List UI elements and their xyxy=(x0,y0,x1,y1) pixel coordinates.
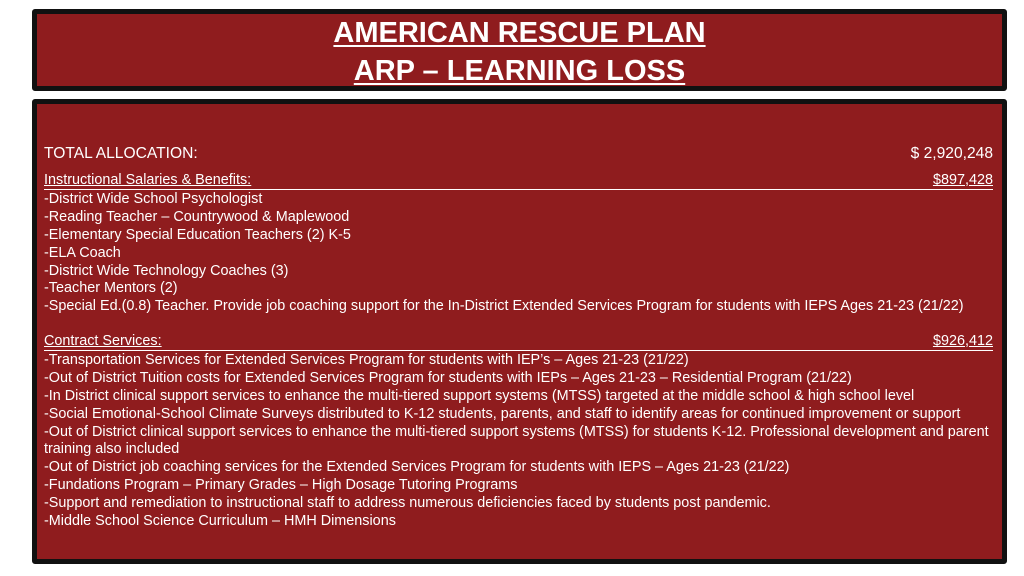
list-item: -Out of District Tuition costs for Extended Services Program for students with IEPs – Ages 21-23 – Residential Program (21/22) xyxy=(44,369,852,386)
salaries-label: Instructional Salaries & Benefits: xyxy=(44,172,252,188)
title-text-1: AMERICAN RESCUE PLAN xyxy=(333,17,706,49)
list-item: -Teacher Mentors (2) xyxy=(44,280,178,297)
list-item: -Special Ed.(0.8) Teacher. Provide job coaching support for the In-District Extended Services Program for students with IEPS Ages 21-23 (21/22) xyxy=(44,298,964,315)
list-item: -Elementary Special Education Teachers (2) K-5 xyxy=(44,226,351,243)
list-item: -Out of District job coaching services for the Extended Services Program for students with IEPS – Ages 21-23 (21/22) xyxy=(44,459,790,476)
salaries-amount: $897,428 xyxy=(932,172,993,188)
list-item: -District Wide Technology Coaches (3) xyxy=(44,262,289,279)
list-item: -Support and remediation to instructional staff to address numerous deficiencies faced by students post pandemic. xyxy=(44,495,771,512)
contract-section xyxy=(44,333,993,531)
total-allocation-row xyxy=(44,144,993,163)
list-item: -Middle School Science Curriculum – HMH Dimensions xyxy=(44,513,396,530)
list-item: -District Wide School Psychologist xyxy=(44,190,263,207)
list-item: -Social Emotional-School Climate Surveys distributed to K-12 students, parents, and staff to identify areas for continued improvement or support xyxy=(44,405,961,422)
contract-heading xyxy=(44,333,993,351)
salaries-section xyxy=(44,172,993,316)
list-item: -ELA Coach xyxy=(44,244,121,261)
salaries-heading xyxy=(44,172,993,190)
content-panel xyxy=(32,99,1007,564)
list-item: -Out of District clinical support services to enhance the multi-tiered support systems (MTSS) for students K-12. Professional development and parent training also included xyxy=(44,423,989,458)
contract-amount: $926,412 xyxy=(932,333,993,349)
title-text-2: ARP – LEARNING LOSS xyxy=(353,55,686,87)
list-item: -Reading Teacher – Countrywood & Maplewood xyxy=(44,208,350,225)
list-item: -Transportation Services for Extended Services Program for students with IEP’s – Ages 21-23 (21/22) xyxy=(44,351,689,368)
contract-label: Contract Services: xyxy=(44,333,162,349)
title-line-2 xyxy=(37,54,1002,88)
list-item: -Fundations Program – Primary Grades – High Dosage Tutoring Programs xyxy=(44,477,518,494)
total-allocation-label: TOTAL ALLOCATION: xyxy=(44,145,198,162)
total-allocation-amount: $ 2,920,248 xyxy=(910,145,993,162)
list-item: -In District clinical support services to enhance the multi-tiered support systems (MTSS) targeted at the middle school & high school level xyxy=(44,387,915,404)
title-panel xyxy=(32,9,1007,91)
title-line-1 xyxy=(37,16,1002,50)
